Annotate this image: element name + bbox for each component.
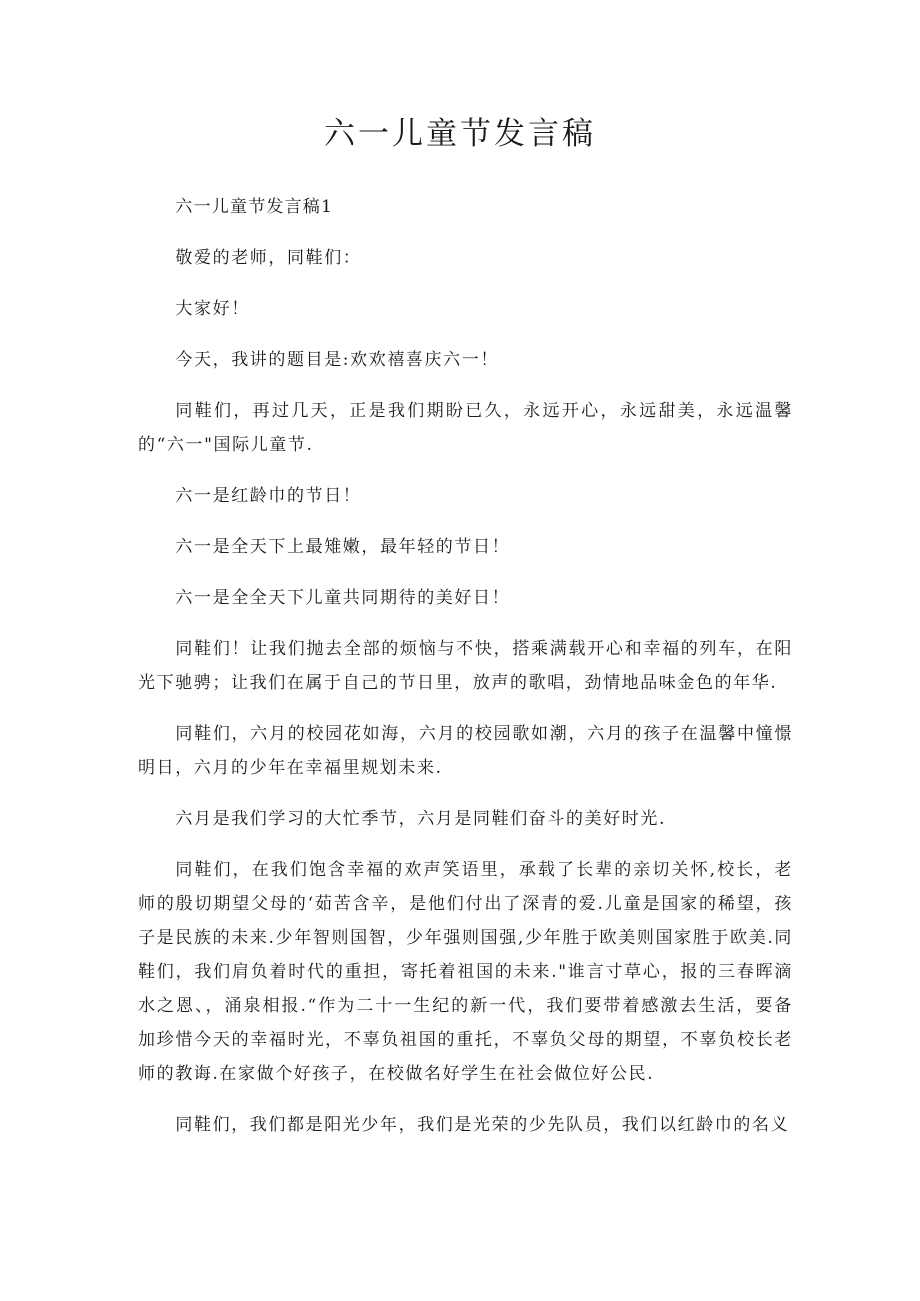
paragraph: 同鞋们！让我们抛去全部的烦恼与不快，搭乘满载开心和幸福的列车，在阳光下驰骋；让我们在属于自己的节日里，放声的歌唱，劲情地品味金色的年华.: [138, 639, 793, 693]
document-title: 六一儿童节发言稿: [324, 116, 596, 152]
paragraph-greeting: 大家好！: [175, 299, 250, 319]
paragraph: 六一是红龄巾的节日！: [175, 486, 362, 506]
paragraph: 同鞋们，再过几天，正是我们期盼已久，永远开心，永远甜美，永远温馨的“六一"国际儿童节.: [138, 401, 793, 455]
paragraph: 六月是我们学习的大忙季节，六月是同鞋们奋斗的美好时光.: [175, 809, 666, 829]
paragraph: 同鞋们，六月的校园花如海，六月的校园歌如潮，六月的孩子在温馨中憧憬明日，六月的少年在幸福里规划未来.: [138, 724, 793, 778]
paragraph: 同鞋们，我们都是阳光少年，我们是光荣的少先队员，我们以红龄巾的名义: [175, 1115, 790, 1135]
paragraph-salutation: 敬爱的老师，同鞋们：: [175, 248, 362, 268]
paragraph-topic: 今天，我讲的题目是:欢欢禧喜庆六一！: [175, 350, 499, 370]
paragraph: 六一是全天下上最雉嫩，最年轻的节日！: [175, 537, 511, 557]
paragraph: 同鞋们，在我们饱含幸福的欢声笑语里，承载了长辈的亲切关怀,校长，老师的殷切期望父母的‘茹苦含辛，是他们付出了深青的爱.儿童是国家的稀望，孩子是民族的未来.少年智则国智，少年强则国强,少年胜于欧美则国家胜于欧美.同鞋们，我们肩负着时代的重担，寄托着祖国的未来."谁言寸草心，报的三春晖滴水之恩、，涌泉相报.“作为二十一生纪的新一代，我们要带着感激去生活，要备加珍惜今天的幸福时光，不辜负祖国的重托，不辜负父母的期望，不辜负校长老师的教诲.在家做个好孩子，在校做名好学生在社会做位好公民.: [138, 860, 793, 1084]
section-heading: 六一儿童节发言稿1: [175, 197, 334, 217]
paragraph: 六一是全全天下儿童共同期待的美好日！: [175, 588, 511, 608]
document-body: [138, 190, 793, 1159]
